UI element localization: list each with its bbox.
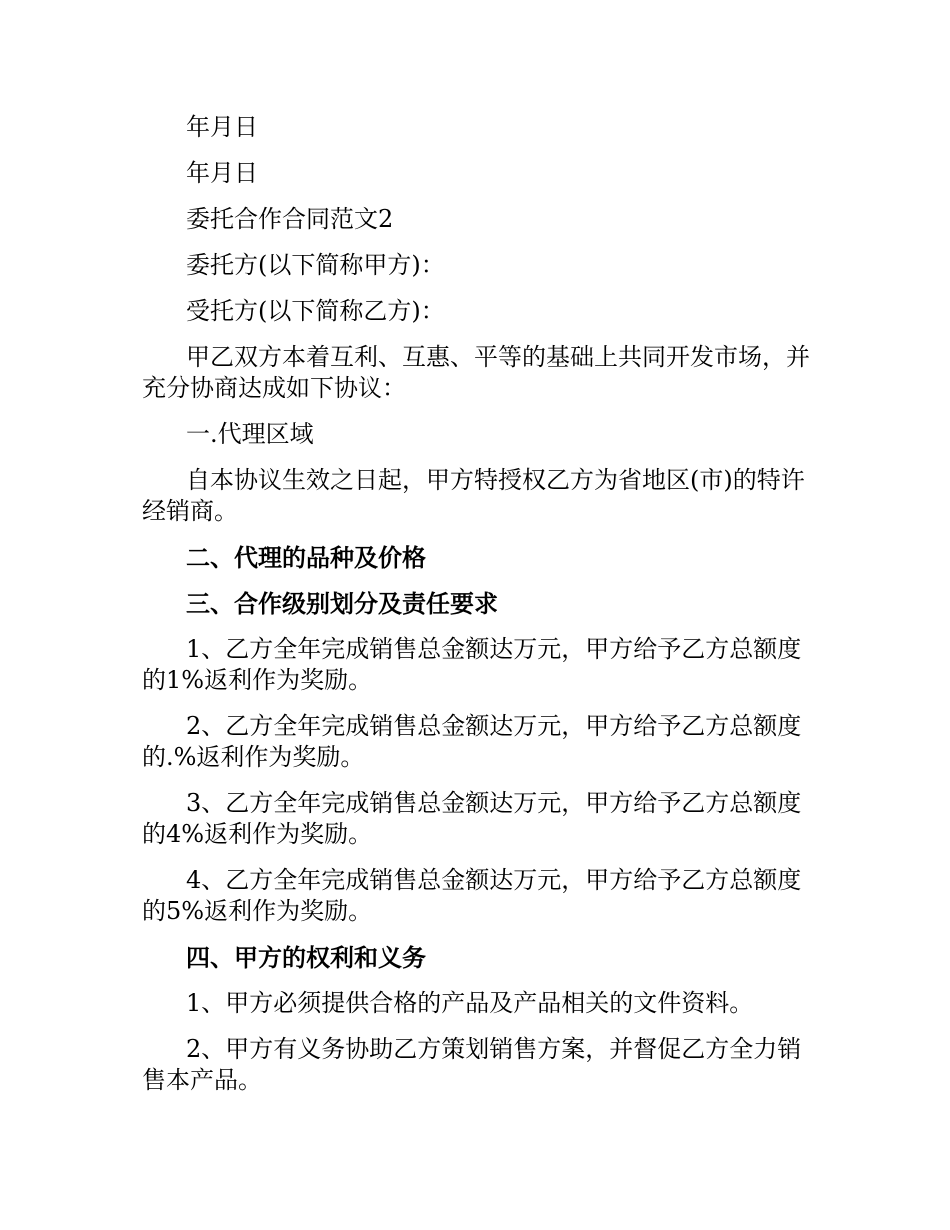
- party-b-line: 受托方(以下简称乙方)：: [186, 297, 445, 325]
- section-3-item-3: 3、乙方全年完成销售总金额达万元，甲方给予乙方总额度的4%返利作为奖励。: [142, 789, 802, 848]
- section-2-heading: 二、代理的品种及价格: [186, 543, 426, 572]
- document-title: 委托合作合同范文2: [186, 205, 394, 233]
- section-3-item-4: 4、乙方全年完成销售总金额达万元，甲方给予乙方总额度的5%返利作为奖励。: [142, 866, 802, 925]
- section-4-item-2: 2、甲方有义务协助乙方策划销售方案，并督促乙方全力销售本产品。: [142, 1035, 802, 1094]
- section-3-item-1: 1、乙方全年完成销售总金额达万元，甲方给予乙方总额度的1%返利作为奖励。: [142, 635, 802, 694]
- paragraph-date-2: 年月日: [186, 159, 258, 187]
- paragraph-date-1: 年月日: [186, 113, 258, 141]
- section-1-heading: 一.代理区域: [186, 420, 314, 448]
- section-1-paragraph: 自本协议生效之日起，甲方特授权乙方为省地区(市)的特许经销商。: [142, 466, 805, 525]
- document-body: [142, 112, 810, 1111]
- section-3-heading: 三、合作级别划分及责任要求: [186, 589, 498, 618]
- section-4-item-1: 1、甲方必须提供合格的产品及产品相关的文件资料。: [186, 989, 754, 1017]
- section-3-item-2: 2、乙方全年完成销售总金额达万元，甲方给予乙方总额度的.%返利作为奖励。: [142, 712, 802, 771]
- section-4-heading: 四、甲方的权利和义务: [186, 943, 426, 972]
- party-a-line: 委托方(以下简称甲方)：: [186, 251, 445, 279]
- preamble-paragraph: 甲乙双方本着互利、互惠、平等的基础上共同开发市场，并充分协商达成如下协议：: [142, 343, 810, 402]
